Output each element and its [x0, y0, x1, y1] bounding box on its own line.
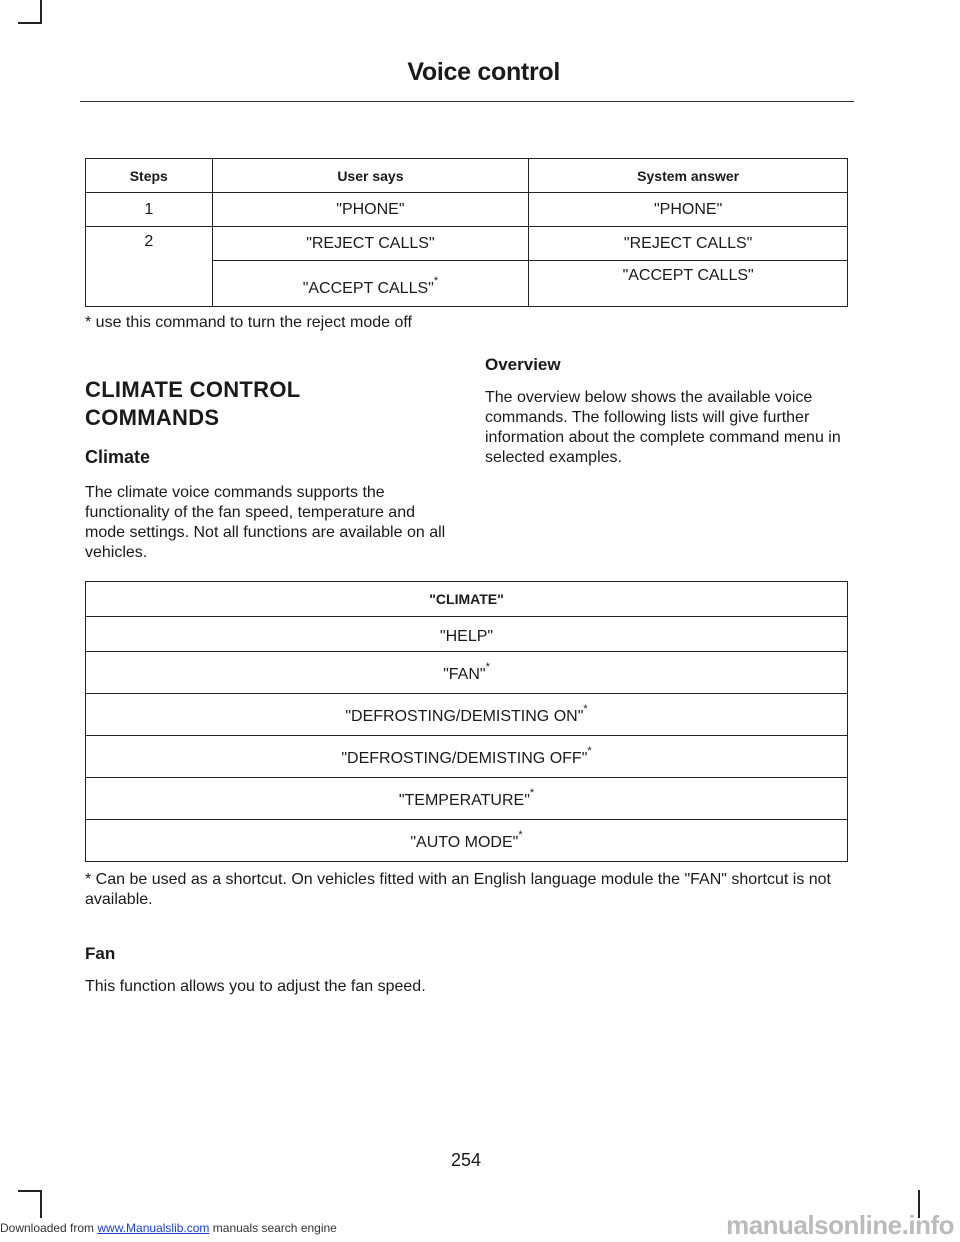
fan-heading: Fan — [85, 944, 116, 963]
step-cell: 1 — [86, 193, 213, 227]
download-footer — [0, 1221, 337, 1235]
table-row — [86, 617, 848, 652]
footnote-marker: * — [518, 829, 523, 841]
table-row — [86, 193, 848, 227]
command-text: "TEMPERATURE" — [398, 792, 530, 809]
step-cell: 2 — [86, 227, 213, 307]
column-header: Steps — [86, 159, 213, 193]
crop-mark — [40, 1190, 42, 1218]
footnote-marker: * — [485, 661, 490, 673]
footer-prefix: Downloaded from — [0, 1221, 98, 1235]
table-row — [86, 778, 848, 820]
system-answer-cell: "REJECT CALLS" — [529, 227, 848, 261]
command-cell — [86, 820, 848, 862]
section-heading: COMMANDS — [85, 405, 220, 430]
climate-subheading: Climate — [85, 447, 151, 467]
table-header-row — [86, 159, 848, 193]
command-text: "FAN" — [443, 666, 486, 683]
manualslib-link[interactable]: www.Manualslib.com — [97, 1221, 210, 1235]
page-number: 254 — [450, 1150, 482, 1170]
command-text: "DEFROSTING/DEMISTING OFF" — [341, 750, 588, 767]
command-text: "AUTO MODE" — [410, 834, 519, 851]
user-says-cell: "REJECT CALLS" — [212, 227, 529, 261]
table-header-row — [86, 582, 848, 617]
command-text: "HELP" — [439, 627, 494, 645]
command-text: "DEFROSTING/DEMISTING ON" — [345, 708, 584, 725]
footnote-marker: * — [529, 787, 535, 799]
table-row — [86, 820, 848, 862]
watermark-logo: manualsonline.info — [726, 1210, 954, 1240]
footnote-marker: * — [583, 703, 588, 715]
footnote-marker: * — [587, 745, 592, 757]
user-says-cell — [212, 261, 529, 307]
command-cell — [86, 694, 848, 736]
crop-mark — [40, 0, 42, 24]
command-cell — [86, 778, 848, 820]
system-answer-cell: "PHONE" — [529, 193, 848, 227]
command-cell — [86, 736, 848, 778]
footer-suffix: manuals search engine — [209, 1221, 337, 1235]
section-heading: CLIMATE CONTROL — [85, 377, 301, 402]
phone-table-footnote: * use this command to turn the reject mode off — [85, 314, 412, 331]
command-cell — [86, 617, 848, 652]
crop-mark — [18, 22, 42, 24]
table-row — [86, 227, 848, 261]
table-row — [86, 694, 848, 736]
column-header: System answer — [529, 159, 848, 193]
column-header: "CLIMATE" — [86, 582, 848, 617]
system-answer-cell: "ACCEPT CALLS" — [529, 261, 848, 307]
column-header: User says — [212, 159, 529, 193]
overview-paragraph: The overview below shows the available voice commands. The following lists will give further information about the complete command menu in selected examples. — [485, 389, 841, 466]
climate-table-footnote: * Can be used as a shortcut. On vehicles fitted with an English language module the "FAN" shortcut is not available. — [85, 871, 831, 908]
overview-heading: Overview — [485, 355, 561, 374]
climate-commands-table — [85, 581, 848, 862]
footnote-marker: * — [433, 275, 439, 287]
crop-mark — [18, 1190, 42, 1192]
climate-paragraph: The climate voice commands supports the functionality of the fan speed, temperature and mode settings. Not all functions are available on all vehicles. — [85, 484, 446, 561]
page-title: Voice control — [407, 58, 560, 86]
user-says-cell: "PHONE" — [212, 193, 529, 227]
user-says-text: "ACCEPT CALLS" — [302, 280, 434, 297]
phone-commands-table — [85, 158, 848, 307]
header-divider — [80, 101, 854, 102]
table-row — [86, 736, 848, 778]
table-row — [86, 652, 848, 694]
fan-paragraph: This function allows you to adjust the fan speed. — [85, 978, 426, 995]
command-cell — [86, 652, 848, 694]
